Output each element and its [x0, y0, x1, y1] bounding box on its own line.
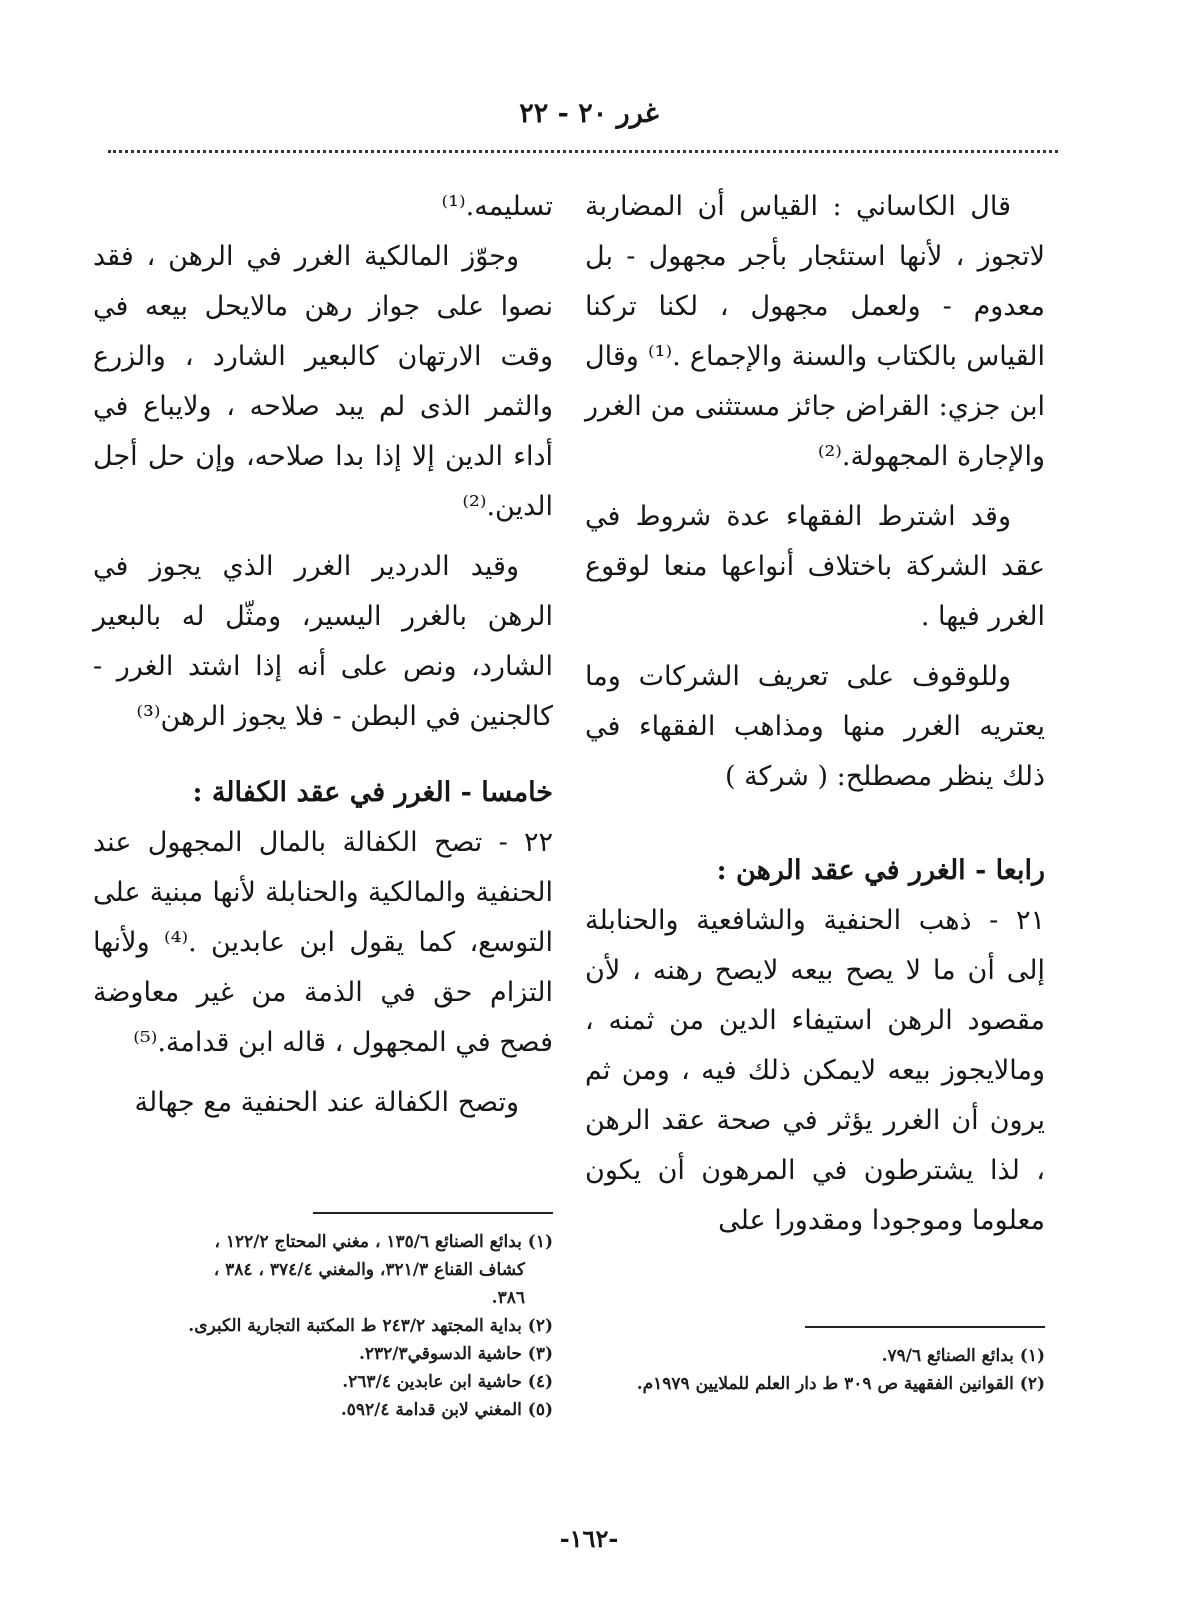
running-title: غرر ٢٠ - ٢٢	[519, 98, 659, 129]
footnote-divider	[805, 1326, 1045, 1328]
page-header	[0, 98, 1178, 129]
paragraph: وتصح الكفالة عند الحنفية مع جهالة	[134, 1087, 519, 1118]
footnote: كشاف القناع ٣٢١/٣، والمغني ٣٧٤/٤ ، ٣٨٤ ،	[213, 1260, 525, 1280]
footnote: (١) بدائع الصنائع ١٣٥/٦ ، مغني المحتاج ١٢٢/٢ ،	[214, 1232, 553, 1252]
paragraph: وقيد الدردير الغرر الذي يجوز في الرهن بالغرر اليسير، ومثّل له بالبعير الشارد، ونص على أنه إذا اشتد الغرر - كالجنين في البطن - فلا يجوز الرهن⁽³⁾	[93, 551, 553, 732]
right-column	[585, 182, 1045, 1246]
section-heading: خامسا - الغرر في عقد الكفالة :	[192, 777, 553, 808]
paragraph: ٢١ - ذهب الحنفية والشافعية والحنابلة إلى أن ما لا يصح بيعه لايصح رهنه ، لأن مقصود الرهن استيفاء الدين من ثمنه ، ومالايجوز بيعه لايمكن ذلك فيه ، ومن ثم يرون أن الغرر يؤثر في صحة عقد الرهن ، لذا يشترطون في المرهون أن يكون معلوما وموجودا ومقدورا على	[585, 905, 1045, 1236]
footnotes-right	[585, 1326, 1045, 1398]
footnote-divider	[313, 1212, 553, 1214]
footnote: (٢) القوانين الفقهية ص ٣٠٩ ط دار العلم للملايين ١٩٧٩م.	[636, 1374, 1045, 1394]
footnote: (١) بدائع الصنائع ٧٩/٦.	[881, 1346, 1045, 1366]
paragraph: قال الكاساني : القياس أن المضاربة لاتجوز ، لأنها استئجار بأجر مجهول - بل معدوم - ولعمل مجهول ، لكنا تركنا القياس بالكتاب والسنة والإجماع .⁽¹⁾ وقال ابن جزي: القراض جائز مستثنى من الغرر والإجارة المجهولة.⁽²⁾	[585, 191, 1045, 472]
footnotes-left	[103, 1212, 553, 1424]
footnote: ٣٨٦.	[491, 1288, 525, 1308]
footnote: (٣) حاشية الدسوقي٢٣٢/٣.	[358, 1344, 553, 1364]
footnote: (٤) حاشية ابن عابدين ٢٦٣/٤.	[342, 1372, 553, 1392]
paragraph: ٢٢ - تصح الكفالة بالمال المجهول عند الحنفية والمالكية والحنابلة لأنها مبنية على التوسع، كما يقول ابن عابدين .⁽⁴⁾ ولأنها التزام حق في الذمة من غير معاوضة فصح في المجهول ، قاله ابن قدامة.⁽⁵⁾	[93, 827, 553, 1058]
paragraph: وقد اشترط الفقهاء عدة شروط في عقد الشركة باختلاف أنواعها منعا لوقوع الغرر فيها .	[585, 501, 1045, 632]
section-heading: رابعا - الغرر في عقد الرهن :	[716, 855, 1045, 886]
paragraph: وللوقوف على تعريف الشركات وما يعتريه الغرر منها ومذاهب الفقهاء في ذلك ينظر مصطلح: ( شركة )	[585, 661, 1045, 792]
left-column	[93, 182, 553, 1128]
footnote: (٢) بداية المجتهد ٢٤٣/٢ ط المكتبة التجارية الكبرى.	[188, 1316, 553, 1336]
page-number: -١٦٢-	[559, 1524, 619, 1553]
header-dotted-divider	[108, 150, 1058, 153]
footnote: (٥) المغني لابن قدامة ٥٩٢/٤.	[340, 1400, 553, 1420]
paragraph: وجوّز المالكية الغرر في الرهن ، فقد نصوا على جواز رهن مالايحل بيعه في وقت الارتهان كالبعير الشارد ، والزرع والثمر الذى لم يبد صلاحه ، ولايباع في أداء الدين إلا إذا بدا صلاحه، وإن حل أجل الدين.⁽²⁾	[93, 241, 553, 522]
paragraph: تسليمه.⁽¹⁾	[441, 191, 553, 222]
